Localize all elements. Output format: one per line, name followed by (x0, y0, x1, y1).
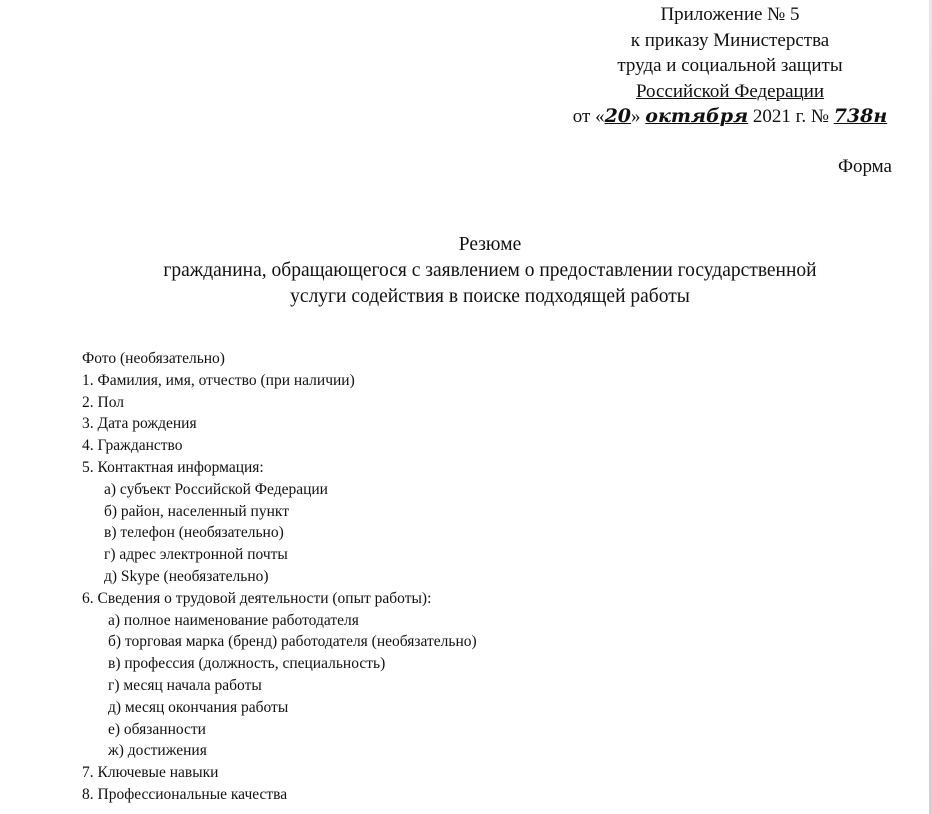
title-line: Резюме (458, 234, 522, 255)
resume-field: 7. Ключевые навыки (82, 764, 219, 782)
resume-field: 5. Контактная информация: (82, 458, 264, 476)
resume-field: Фото (необязательно) (82, 350, 225, 367)
order-date-line (540, 104, 920, 130)
title-line: гражданина, обращающегося с заявлением о предоставлении государственной (163, 260, 817, 281)
appendix-line: труда и социальной защиты (617, 55, 843, 76)
resume-subfield: е) обязанности (108, 720, 206, 738)
resume-subfield: г) месяц начала работы (108, 676, 262, 694)
date-year: 2021 г. № (748, 106, 834, 127)
resume-field: 2. Пол (82, 393, 124, 411)
resume-fields-list (82, 348, 477, 806)
resume-subfield: в) телефон (необязательно) (104, 524, 284, 542)
resume-field: 1. Фамилия, имя, отчество (при наличии) (82, 371, 355, 389)
appendix-line: Приложение № 5 (660, 4, 800, 25)
resume-field: 6. Сведения о трудовой деятельности (опыт работы): (82, 589, 432, 607)
resume-subfield: а) субъект Российской Федерации (104, 480, 328, 498)
resume-field: 3. Дата рождения (82, 415, 197, 433)
resume-field: 4. Гражданство (82, 437, 183, 455)
appendix-line: Российской Федерации (635, 80, 825, 102)
resume-subfield: г) адрес электронной почты (104, 546, 288, 564)
appendix-header (540, 2, 920, 130)
title-line: услуги содействия в поиске подходящей работы (290, 286, 690, 307)
resume-subfield: ж) достижения (108, 742, 207, 760)
date-prefix: от « (572, 106, 605, 127)
resume-subfield: б) торговая марка (бренд) работодателя (необязательно) (108, 633, 477, 651)
appendix-line: к приказу Министерства (630, 29, 830, 51)
order-number-handwritten: 738н (833, 105, 888, 127)
date-mid: » (631, 106, 646, 127)
resume-subfield: д) Skype (необязательно) (104, 567, 269, 585)
document-title (60, 232, 920, 310)
resume-subfield: б) район, населенный пункт (104, 502, 289, 520)
resume-subfield: а) полное наименование работодателя (108, 611, 359, 629)
form-label: Форма (837, 156, 892, 177)
resume-subfield: д) месяц окончания работы (108, 698, 289, 716)
date-day-handwritten: 20 (604, 105, 632, 127)
date-month-handwritten: октября (645, 105, 749, 127)
resume-field: 8. Профессиональные качества (82, 785, 288, 803)
resume-subfield: в) профессия (должность, специальность) (108, 655, 386, 673)
